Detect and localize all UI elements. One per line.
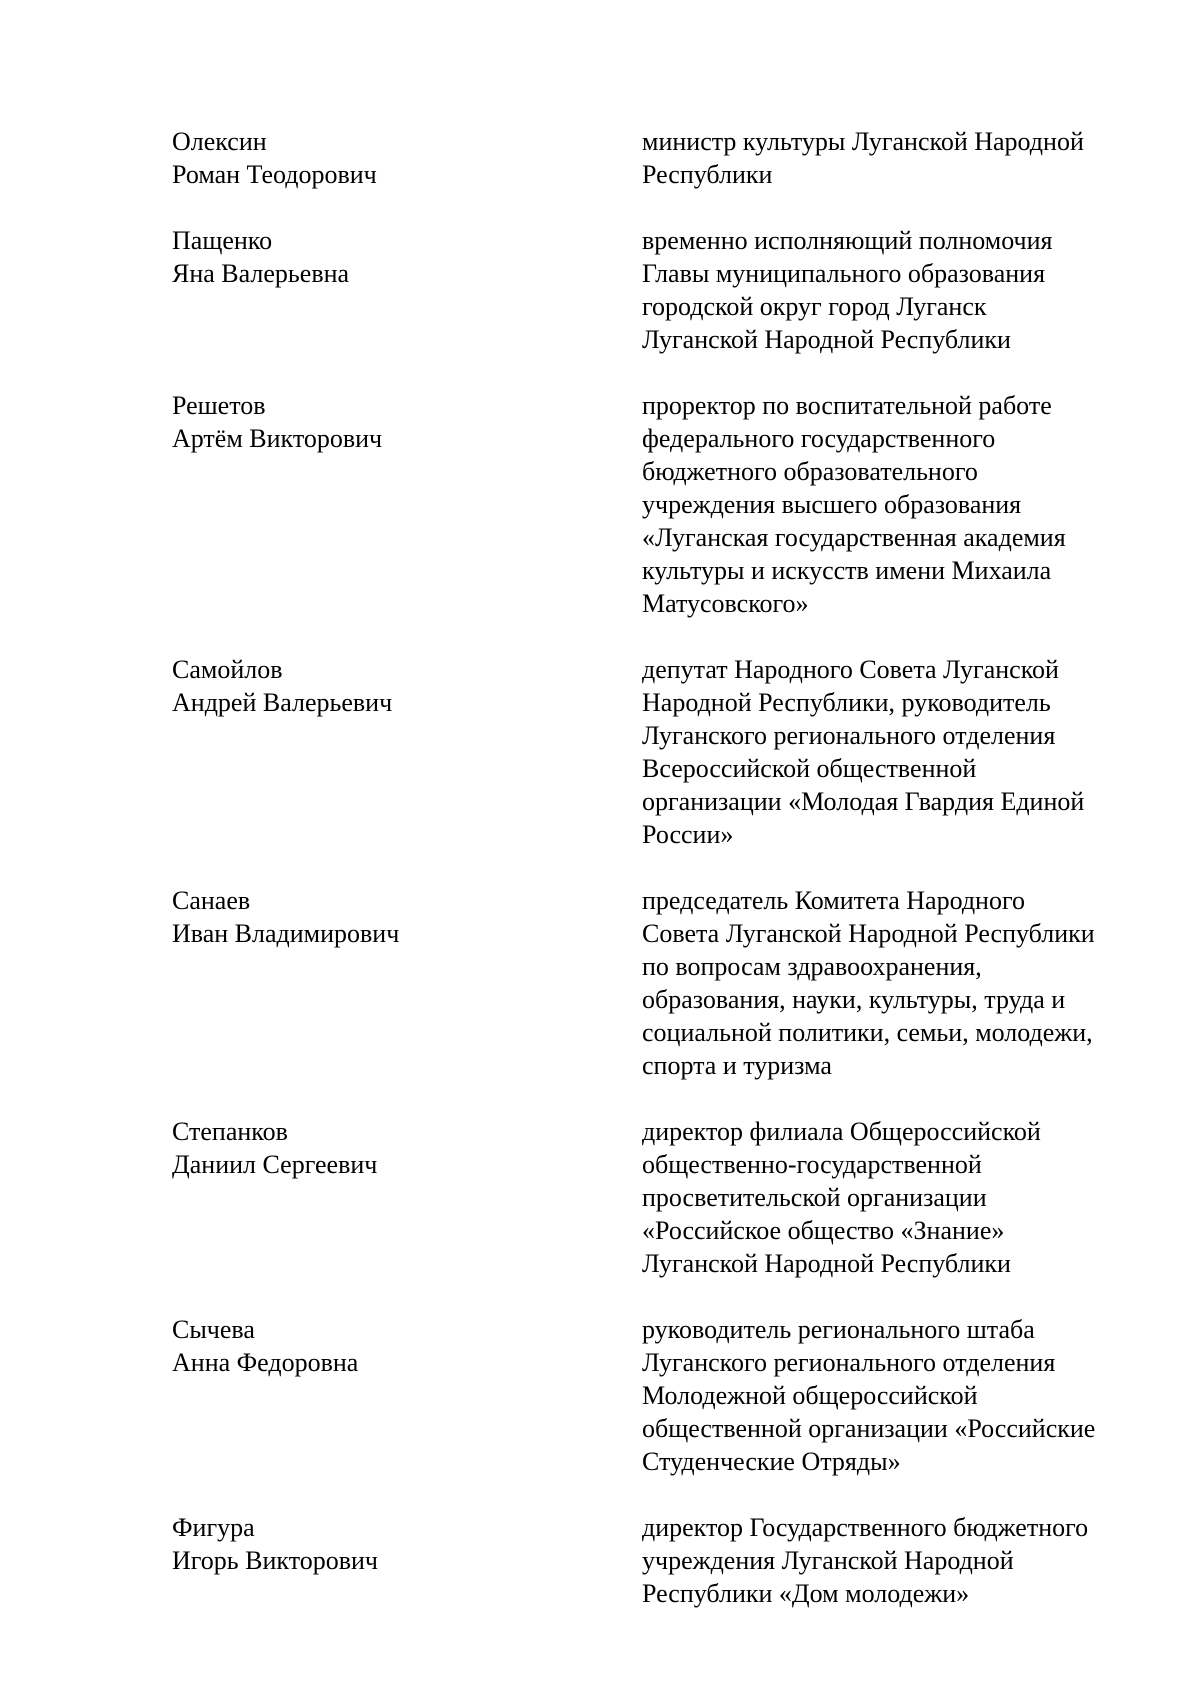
position-line: Молодежной общероссийской	[642, 1381, 978, 1410]
position-line: просветительской организации	[642, 1183, 987, 1212]
member-position	[642, 1313, 1152, 1478]
member-surname: Санаев	[172, 886, 251, 915]
position-line: Совета Луганской Народной Республики	[642, 919, 1095, 948]
position-line: временно исполняющий полномочия	[642, 226, 1053, 255]
member-surname: Решетов	[172, 391, 266, 420]
position-line: общественно-государственной	[642, 1150, 982, 1179]
position-line: Луганского регионального отделения	[642, 1348, 1056, 1377]
position-line: депутат Народного Совета Луганской	[642, 655, 1059, 684]
member-entry	[172, 1115, 1152, 1280]
position-line: культуры и искусств имени Михаила	[642, 556, 1052, 585]
position-line: России»	[642, 820, 734, 849]
position-line: Луганской Народной Республики	[642, 325, 1011, 354]
position-line: Всероссийской общественной	[642, 754, 977, 783]
member-position	[642, 224, 1152, 356]
member-entry	[172, 224, 1152, 356]
position-line: учреждения высшего образования	[642, 490, 1022, 519]
position-line: учреждения Луганской Народной	[642, 1546, 1014, 1575]
position-line: Республики «Дом молодежи»	[642, 1579, 970, 1608]
member-given-name: Даниил Сергеевич	[172, 1150, 378, 1179]
member-entry	[172, 884, 1152, 1082]
member-given-name: Роман Теодорович	[172, 160, 377, 189]
member-name	[172, 1115, 642, 1280]
member-name	[172, 1313, 642, 1478]
position-line: федерального государственного	[642, 424, 996, 453]
position-line: Луганской Народной Республики	[642, 1249, 1011, 1278]
member-entry	[172, 653, 1152, 851]
position-line: бюджетного образовательного	[642, 457, 978, 486]
position-line: городской округ город Луганск	[642, 292, 987, 321]
member-position	[642, 1115, 1152, 1280]
position-line: Республики	[642, 160, 773, 189]
member-given-name: Анна Федоровна	[172, 1348, 359, 1377]
member-position	[642, 884, 1152, 1082]
position-line: общественной организации «Российские	[642, 1414, 1096, 1443]
member-given-name: Артём Викторович	[172, 424, 383, 453]
member-name	[172, 125, 642, 191]
member-position	[642, 1511, 1152, 1610]
position-line: Луганского регионального отделения	[642, 721, 1056, 750]
position-line: директор филиала Общероссийской	[642, 1117, 1041, 1146]
member-list	[172, 125, 1152, 1643]
member-entry	[172, 1313, 1152, 1478]
position-line: Матусовского»	[642, 589, 809, 618]
position-line: организации «Молодая Гвардия Единой	[642, 787, 1085, 816]
member-name	[172, 1511, 642, 1610]
position-line: проректор по воспитательной работе	[642, 391, 1052, 420]
member-surname: Фигура	[172, 1513, 255, 1542]
position-line: председатель Комитета Народного	[642, 886, 1025, 915]
position-line: директор Государственного бюджетного	[642, 1513, 1089, 1542]
member-entry	[172, 1511, 1152, 1610]
position-line: «Российское общество «Знание»	[642, 1216, 1005, 1245]
member-surname: Пащенко	[172, 226, 273, 255]
member-position	[642, 125, 1152, 191]
member-name	[172, 389, 642, 620]
position-line: спорта и туризма	[642, 1051, 832, 1080]
member-position	[642, 389, 1152, 620]
position-line: образования, науки, культуры, труда и	[642, 985, 1066, 1014]
position-line: «Луганская государственная академия	[642, 523, 1066, 552]
member-given-name: Яна Валерьевна	[172, 259, 350, 288]
position-line: Студенческие Отряды»	[642, 1447, 901, 1476]
member-surname: Олексин	[172, 127, 267, 156]
member-given-name: Андрей Валерьевич	[172, 688, 393, 717]
member-name	[172, 653, 642, 851]
member-name	[172, 224, 642, 356]
member-surname: Степанков	[172, 1117, 288, 1146]
position-line: руководитель регионального штаба	[642, 1315, 1035, 1344]
position-line: Народной Республики, руководитель	[642, 688, 1051, 717]
member-given-name: Игорь Викторович	[172, 1546, 378, 1575]
member-position	[642, 653, 1152, 851]
position-line: министр культуры Луганской Народной	[642, 127, 1084, 156]
position-line: социальной политики, семьи, молодежи,	[642, 1018, 1093, 1047]
member-entry	[172, 389, 1152, 620]
member-surname: Сычева	[172, 1315, 255, 1344]
position-line: Главы муниципального образования	[642, 259, 1046, 288]
member-given-name: Иван Владимирович	[172, 919, 400, 948]
position-line: по вопросам здравоохранения,	[642, 952, 982, 981]
member-entry	[172, 125, 1152, 191]
member-name	[172, 884, 642, 1082]
member-surname: Самойлов	[172, 655, 283, 684]
